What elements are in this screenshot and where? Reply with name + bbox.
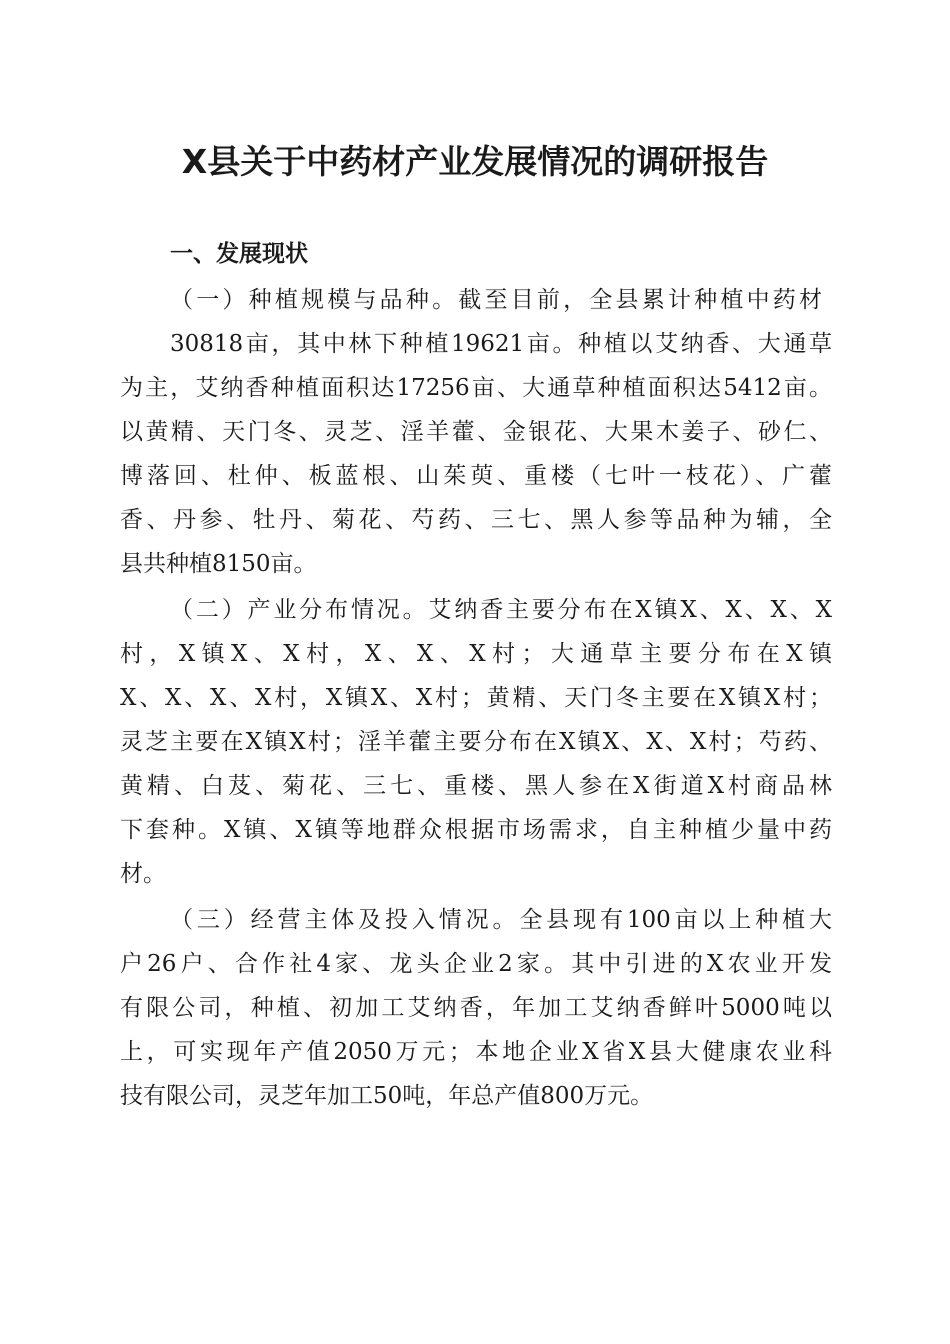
document-title: X县关于中药材产业发展情况的调研报告 xyxy=(181,142,769,181)
paragraph-2-line-4: 灵芝主要在X镇X村；淫羊藿主要分布在X镇X、X、X村；芍药、 xyxy=(120,729,832,755)
paragraph-1-line-2: 30818亩，其中林下种植19621亩。种植以艾纳香、大通草 xyxy=(170,331,832,357)
paragraph-3-line-1: （三）经营主体及投入情况。全县现有100亩以上种植大 xyxy=(170,907,832,933)
paragraph-2-line-7: 材。 xyxy=(120,861,166,887)
paragraph-1-line-5: 博落回、杜仲、板蓝根、山茱萸、重楼（七叶一枝花）、广藿 xyxy=(120,463,832,489)
section-heading: 一、发展现状 xyxy=(170,241,308,267)
paragraph-1-line-4: 以黄精、天门冬、灵芝、淫羊藿、金银花、大果木姜子、砂仁、 xyxy=(120,419,832,445)
paragraph-3-line-4: 上，可实现年产值2050万元；本地企业X省X县大健康农业科 xyxy=(120,1039,832,1065)
paragraph-3-line-2: 户26户、合作社4家、龙头企业2家。其中引进的X农业开发 xyxy=(120,951,832,977)
paragraph-1-line-6: 香、丹参、牡丹、菊花、芍药、三七、黑人参等品种为辅，全 xyxy=(120,507,832,533)
paragraph-1-line-3: 为主，艾纳香种植面积达17256亩、大通草种植面积达5412亩。 xyxy=(120,375,832,401)
paragraph-2-line-1: （二）产业分布情况。艾纳香主要分布在X镇X、X、X、X xyxy=(170,597,832,623)
paragraph-3-line-3: 有限公司，种植、初加工艾纳香，年加工艾纳香鲜叶5000吨以 xyxy=(120,995,832,1021)
paragraph-2-line-6: 下套种。X镇、X镇等地群众根据市场需求，自主种植少量中药 xyxy=(120,817,832,843)
paragraph-3-line-5: 技有限公司，灵芝年加工50吨，年总产值800万元。 xyxy=(120,1083,654,1109)
paragraph-2-line-2: 村，X镇X、X村，X、X、X村；大通草主要分布在X镇 xyxy=(120,641,832,667)
paragraph-2-line-3: X、X、X、X村，X镇X、X村；黄精、天门冬主要在X镇X村； xyxy=(120,685,832,711)
paragraph-1-line-7: 县共种植8150亩。 xyxy=(120,551,317,577)
paragraph-2-line-5: 黄精、白芨、菊花、三七、重楼、黑人参在X街道X村商品林 xyxy=(120,773,832,799)
paragraph-1-line-1: （一）种植规模与品种。截至目前，全县累计种植中药材 xyxy=(170,287,822,313)
